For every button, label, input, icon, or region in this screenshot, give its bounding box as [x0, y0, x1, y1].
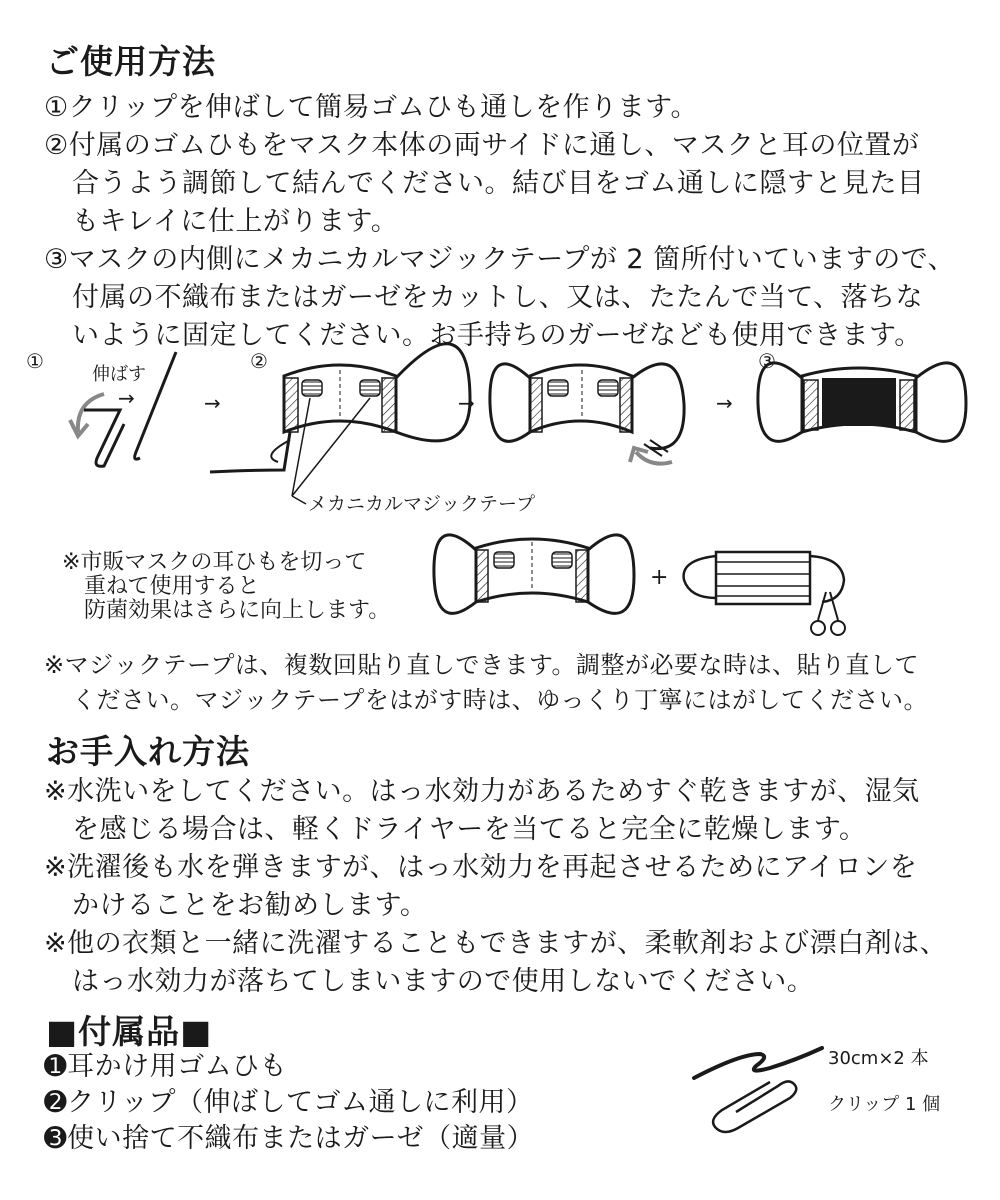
care-line: を感じる場合は、軽くドライヤーを当てると完全に乾燥します。: [72, 814, 867, 845]
step3-number: ③: [758, 349, 776, 373]
step1-arrow: →: [118, 386, 135, 410]
step2b-illustration: [490, 364, 684, 464]
step1-number: ①: [26, 349, 44, 373]
commercial-note-line: 防菌効果はさらに向上します。: [84, 598, 391, 623]
elastic-quantity: 30cm×2 本: [828, 1048, 929, 1069]
commercial-note-line: ※市販マスクの耳ひもを切って: [62, 550, 367, 575]
tape-label: メカニカルマジックテープ: [308, 493, 536, 515]
usage-line: いように固定してください。お手持ちのガーゼなども使用できます。: [72, 320, 922, 351]
usage-line: ②付属のゴムひもをマスク本体の両サイドに通し、マスクと耳の位置が: [44, 130, 920, 161]
usage-line: もキレイに仕上がります。: [72, 206, 399, 237]
usage-line: ③マスクの内側にメカニカルマジックテープが 2 箇所付いていますので、: [44, 244, 956, 275]
care-line: かけることをお勧めします。: [72, 890, 428, 921]
care-title: お手入れ方法: [46, 732, 250, 771]
step1-label: 伸ばす: [92, 364, 146, 385]
usage-line: ①クリップを伸ばして簡易ゴムひも通しを作ります。: [44, 92, 698, 123]
usage-title: ご使用方法: [46, 42, 216, 81]
plus-sign: +: [650, 565, 669, 590]
commercial-note-line: 重ねて使用すると: [84, 574, 260, 599]
diagram-arrow: →: [204, 391, 221, 415]
accessories-title: ■付属品■: [46, 1012, 213, 1051]
usage-line: 付属の不織布またはガーゼをカットし、又は、たたんで当て、落ちな: [72, 282, 924, 313]
care-line: はっ水効力が落ちてしまいますので使用しないでください。: [72, 966, 815, 997]
usage-line: 合うよう調節して結んでください。結び目をゴム通しに隠すと見た目: [72, 168, 925, 199]
care-line: ※水洗いをしてください。はっ水効力があるためすぐ乾きますが、湿気: [44, 776, 920, 807]
accessory-item: ➋クリップ（伸ばしてゴム通しに利用）: [44, 1087, 534, 1118]
step3-illustration: [758, 349, 966, 441]
elastic-cord-illustration: [694, 1048, 822, 1078]
step2-number: ②: [250, 349, 268, 373]
tape-note-line: ※マジックテープは、複数回貼り直しできます。調整が必要な時は、貼り直して: [44, 651, 919, 679]
diagram-arrow: →: [458, 391, 475, 415]
commercial-mask-illustration: [684, 552, 845, 635]
paperclip-illustration: [713, 1081, 796, 1132]
accessory-item: ➌使い捨て不織布またはガーゼ（適量）: [44, 1123, 535, 1154]
tape-note-line: ください。マジックテープをはがす時は、ゆっくり丁寧にはがしてください。: [72, 686, 929, 714]
care-line: ※他の衣類と一緒に洗濯することもできますが、柔軟剤および漂白剤は、: [44, 928, 948, 959]
care-line: ※洗濯後も水を弾きますが、はっ水効力を再起させるためにアイロンを: [44, 852, 918, 883]
clip-quantity: クリップ 1 個: [828, 1094, 941, 1115]
diagram-arrow: →: [716, 391, 733, 415]
accessory-item: ➊耳かけ用ゴムひも: [44, 1051, 288, 1082]
scissors-icon: [811, 592, 845, 635]
step2-illustration: [210, 344, 470, 504]
step1-illustration: [26, 349, 176, 466]
combo-mask-illustration: [434, 535, 634, 613]
